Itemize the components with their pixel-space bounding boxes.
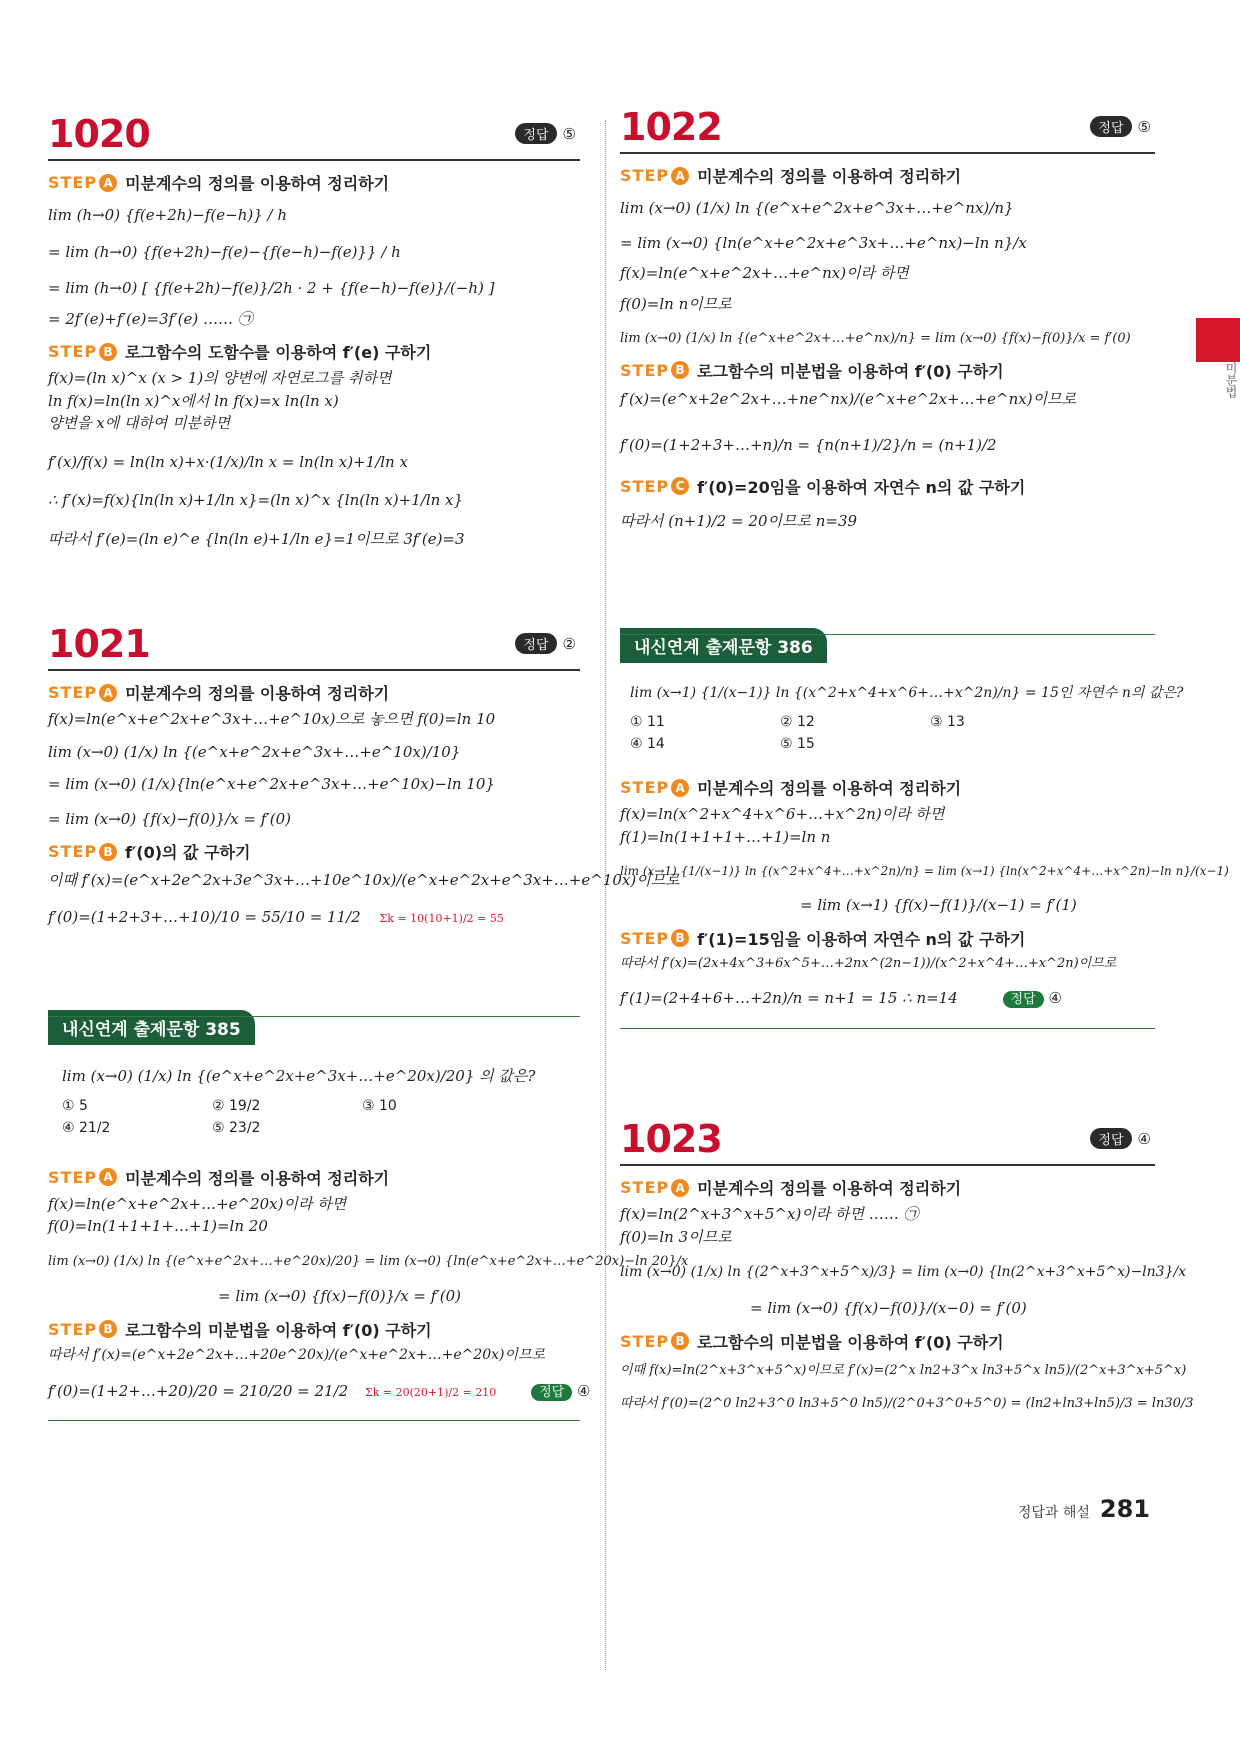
solution-line: = lim (x→0) {f(x)−f(0)}/x = f′(0) [218, 1287, 461, 1305]
step-b: STEP B f′(0)의 값 구하기 [48, 842, 251, 862]
answer-label: 정답 [1090, 116, 1131, 137]
problem-1020 [48, 112, 580, 550]
answer-badge [1090, 116, 1151, 137]
column-divider [605, 120, 606, 1670]
option[interactable]: ② 12 [780, 714, 815, 730]
solution-line: lim (x→0) (1/x) ln {(e^x+e^2x+e^3x+…+e^nx)/n} [620, 199, 1014, 217]
solution-line: 따라서 f′(x)=(2x+4x^3+6x^5+…+2nx^(2n−1))/(x^2+x^4+…+x^2n)이므로 [620, 955, 1117, 971]
problem-1023 [620, 1117, 1194, 1414]
solution-line: f(x)=(ln x)^x (x > 1)의 양변에 자연로그를 취하면 [48, 369, 392, 387]
solution-line: f′(0)=(1+2+3+…+n)/n = {n(n+1)/2}/n = (n+1)/2 [620, 436, 997, 454]
answer-value: ④ [577, 1381, 591, 1400]
footer-rule [48, 1420, 580, 1421]
solution-line: f′(x)=(e^x+2e^2x+…+ne^nx)/(e^x+e^2x+…+e^nx)이므로 [620, 389, 1077, 408]
solution-line: f(x)=ln(e^x+e^2x+…+e^nx)이라 하면 [620, 264, 909, 282]
step-a: STEP A 미분계수의 정의를 이용하여 정리하기 [620, 778, 962, 798]
question-text: lim (x→0) (1/x) ln {(e^x+e^2x+e^3x+…+e^20x)/20} 의 값은? [62, 1067, 536, 1085]
footer-rule [620, 1028, 1155, 1029]
solution-line: f(x)=ln(x^2+x^4+x^6+…+x^2n)이라 하면 [620, 805, 945, 823]
solution-result: f′(1)=(2+4+6+…+2n)/n = n+1 = 15 ∴ n=14 [620, 989, 958, 1007]
solution-line: = 2f′(e)+f′(e)=3f′(e) …… ㉠ [48, 309, 253, 328]
problem-1022 [620, 105, 1155, 532]
solution-line: 따라서 (n+1)/2 = 20이므로 n=39 [620, 511, 858, 530]
solution-line: f(0)=ln n이므로 [620, 294, 732, 313]
solution-line: 따라서 f′(x)=(e^x+2e^2x+…+20e^20x)/(e^x+e^2x+…+e^20x)이므로 [48, 1346, 546, 1363]
banner-rule [620, 634, 1155, 635]
solution-line: = lim (x→1) {f(x)−f(1)}/(x−1) = f′(1) [800, 896, 1077, 914]
solution-line [620, 987, 1155, 1010]
option[interactable]: ① 5 [62, 1097, 88, 1114]
solution-line: = lim (x→0) {f(x)−f(0)}/x = f′(0) [48, 809, 291, 828]
option[interactable]: ④ 14 [630, 736, 665, 752]
solution-line: ∴ f′(x)=f(x){ln(ln x)+1/ln x}=(ln x)^x {ln(ln x)+1/ln x} [48, 491, 464, 509]
solution-line: lim (h→0) {f(e+2h)−f(e−h)} / h [48, 206, 288, 224]
sum-hint: Σk = 20(20+1)/2 = 210 [364, 1385, 497, 1399]
answer-value: ⑤ [562, 124, 576, 143]
solution-line: lim (x→0) (1/x) ln {(e^x+e^2x+e^3x+…+e^10x)/10} [48, 742, 461, 761]
footer-label: 정답과 해설 [1017, 1505, 1090, 1521]
solution-result: f′(0)=(1+2+3+…+10)/10 = 55/10 = 11/2 [48, 907, 361, 926]
problem-number: 1022 [620, 105, 722, 149]
step-a: STEP A 미분계수의 정의를 이용하여 정리하기 [620, 166, 962, 186]
chapter-tab-label: 미분법 [1224, 362, 1238, 398]
solution-line: = lim (h→0) [ {f(e+2h)−f(e)}/2h · 2 + {f(e−h)−f(e)}/(−h) ] [48, 279, 495, 297]
answer-value: ⑤ [1137, 117, 1151, 136]
step-c: STEP C f′(0)=20임을 이용하여 자연수 n의 값 구하기 [620, 476, 1026, 497]
solution-line: lim (x→0) (1/x) ln {(2^x+3^x+5^x)/3} = lim (x→0) {ln(2^x+3^x+5^x)−ln3}/x [620, 1264, 1187, 1280]
step-b: STEP B 로그함수의 도함수를 이용하여 f′(e) 구하기 [48, 342, 432, 362]
step-b: STEP B 로그함수의 미분법을 이용하여 f′(0) 구하기 [620, 360, 1004, 381]
answer-value: ② [562, 634, 576, 653]
solution-line: f(x)=ln(e^x+e^2x+e^3x+…+e^10x)으로 놓으면 f(0)=ln 10 [48, 710, 496, 728]
solution-line: 따라서 f′(0)=(2^0 ln2+3^0 ln3+5^0 ln5)/(2^0+3^0+5^0) = (ln2+ln3+ln5)/3 = ln30/3 [620, 1396, 1194, 1411]
solution-line: f(1)=ln(1+1+1+…+1)=ln n [620, 827, 831, 846]
solution-line: 이때 f′(x)=(e^x+2e^2x+3e^3x+…+10e^10x)/(e^x+e^2x+e^3x+…+e^10x)이므로 [48, 871, 680, 889]
banner-rule [48, 1016, 580, 1017]
problem-number: 1021 [48, 622, 150, 666]
page-number: 281 [1099, 1495, 1150, 1523]
linked-banner: 내신연계 출제문항 385 [48, 1010, 255, 1045]
sum-hint: Σk = 10(10+1)/2 = 55 [379, 911, 504, 925]
linked-banner: 내신연계 출제문항 386 [620, 628, 827, 663]
solution-line: f′(x)/f(x) = ln(ln x)+x·(1/x)/ln x = ln(ln x)+1/ln x [48, 452, 408, 471]
step-a: STEP A 미분계수의 정의를 이용하여 정리하기 [620, 1178, 962, 1198]
solution-line: lim (x→0) (1/x) ln {(e^x+e^2x+…+e^20x)/20} = lim (x→0) {ln(e^x+e^2x+…+e^20x)−ln 20}/x [48, 1253, 689, 1269]
solution-line: lim (x→1) {1/(x−1)} ln {(x^2+x^4+…+x^2n)/n} = lim (x→1) {ln(x^2+x^4+…+x^2n)−ln n}/(x−1) [620, 864, 1229, 878]
solution-line: ln f(x)=ln(ln x)^x에서 ln f(x)=x ln(ln x) [48, 391, 339, 410]
step-a: STEP A 미분계수의 정의를 이용하여 정리하기 [48, 683, 390, 703]
solution-line: f(0)=ln(1+1+1+…+1)=ln 20 [48, 1217, 268, 1235]
solution-line: 따라서 f′(e)=(ln e)^e {ln(ln e)+1/ln e}=1이므로 3f′(e)=3 [48, 529, 465, 548]
chapter-tab [1196, 318, 1240, 362]
answer-value: ④ [1048, 989, 1062, 1007]
option[interactable]: ⑤ 15 [780, 736, 815, 752]
option[interactable]: ③ 10 [362, 1097, 397, 1114]
header-rule [48, 669, 580, 671]
solution-line: = lim (x→0) {f(x)−f(0)}/(x−0) = f′(0) [750, 1299, 1027, 1317]
solution-line [48, 1380, 591, 1403]
step-a: STEP A 미분계수의 정의를 이용하여 정리하기 [48, 173, 390, 193]
answer-label: 정답 [531, 1384, 572, 1401]
solution-line: = lim (x→0) (1/x){ln(e^x+e^2x+e^3x+…+e^10x)−ln 10} [48, 775, 495, 793]
answer-badge [515, 123, 576, 144]
solution-line: 양변을 x에 대하여 미분하면 [48, 414, 231, 432]
solution-line: = lim (h→0) {f(e+2h)−f(e)−{f(e−h)−f(e)}} / h [48, 242, 401, 261]
step-b: STEP B f′(1)=15임을 이용하여 자연수 n의 값 구하기 [620, 928, 1026, 949]
answer-options [630, 714, 1155, 752]
solution-line [48, 906, 580, 929]
linked-problem-386 [620, 628, 1229, 1029]
answer-badge [1090, 1128, 1151, 1149]
option[interactable]: ① 11 [630, 714, 665, 730]
answer-label: 정답 [515, 633, 556, 654]
step-b: STEP B 로그함수의 미분법을 이용하여 f′(0) 구하기 [620, 1331, 1004, 1352]
page-footer [1018, 1495, 1150, 1523]
answer-label: 정답 [1090, 1128, 1131, 1149]
solution-line: f(x)=ln(e^x+e^2x+…+e^20x)이라 하면 [48, 1194, 347, 1213]
solution-line: f(0)=ln 3이므로 [620, 1227, 732, 1246]
answer-badge [515, 633, 576, 654]
option[interactable]: ② 19/2 [212, 1097, 261, 1114]
option[interactable]: ⑤ 23/2 [212, 1119, 261, 1136]
header-rule [620, 152, 1155, 154]
question-text: lim (x→1) {1/(x−1)} ln {(x^2+x^4+x^6+…+x^2n)/n} = 15인 자연수 n의 값은? [630, 685, 1184, 701]
header-rule [620, 1164, 1155, 1166]
answer-options [62, 1098, 580, 1136]
problem-number: 1020 [48, 112, 150, 156]
answer-value: ④ [1137, 1129, 1151, 1148]
option[interactable]: ④ 21/2 [62, 1119, 111, 1136]
solution-line: 이때 f(x)=ln(2^x+3^x+5^x)이므로 f′(x)=(2^x ln2+3^x ln3+5^x ln5)/(2^x+3^x+5^x) [620, 1362, 1187, 1378]
answer-label: 정답 [1003, 991, 1044, 1008]
header-rule [48, 159, 580, 161]
step-b: STEP B 로그함수의 미분법을 이용하여 f′(0) 구하기 [48, 1319, 432, 1340]
solution-line: lim (x→0) (1/x) ln {(e^x+e^2x+…+e^nx)/n} = lim (x→0) {f(x)−f(0)}/x = f′(0) [620, 331, 1131, 346]
answer-label: 정답 [515, 123, 556, 144]
option[interactable]: ③ 13 [930, 714, 965, 730]
solution-line: f(x)=ln(2^x+3^x+5^x)이라 하면 …… ㉠ [620, 1205, 919, 1223]
solution-result: f′(0)=(1+2+…+20)/20 = 210/20 = 21/2 [48, 1381, 349, 1400]
problem-number: 1023 [620, 1117, 722, 1161]
step-a: STEP A 미분계수의 정의를 이용하여 정리하기 [48, 1167, 390, 1188]
solution-line: = lim (x→0) {ln(e^x+e^2x+e^3x+…+e^nx)−ln n}/x [620, 233, 1027, 252]
